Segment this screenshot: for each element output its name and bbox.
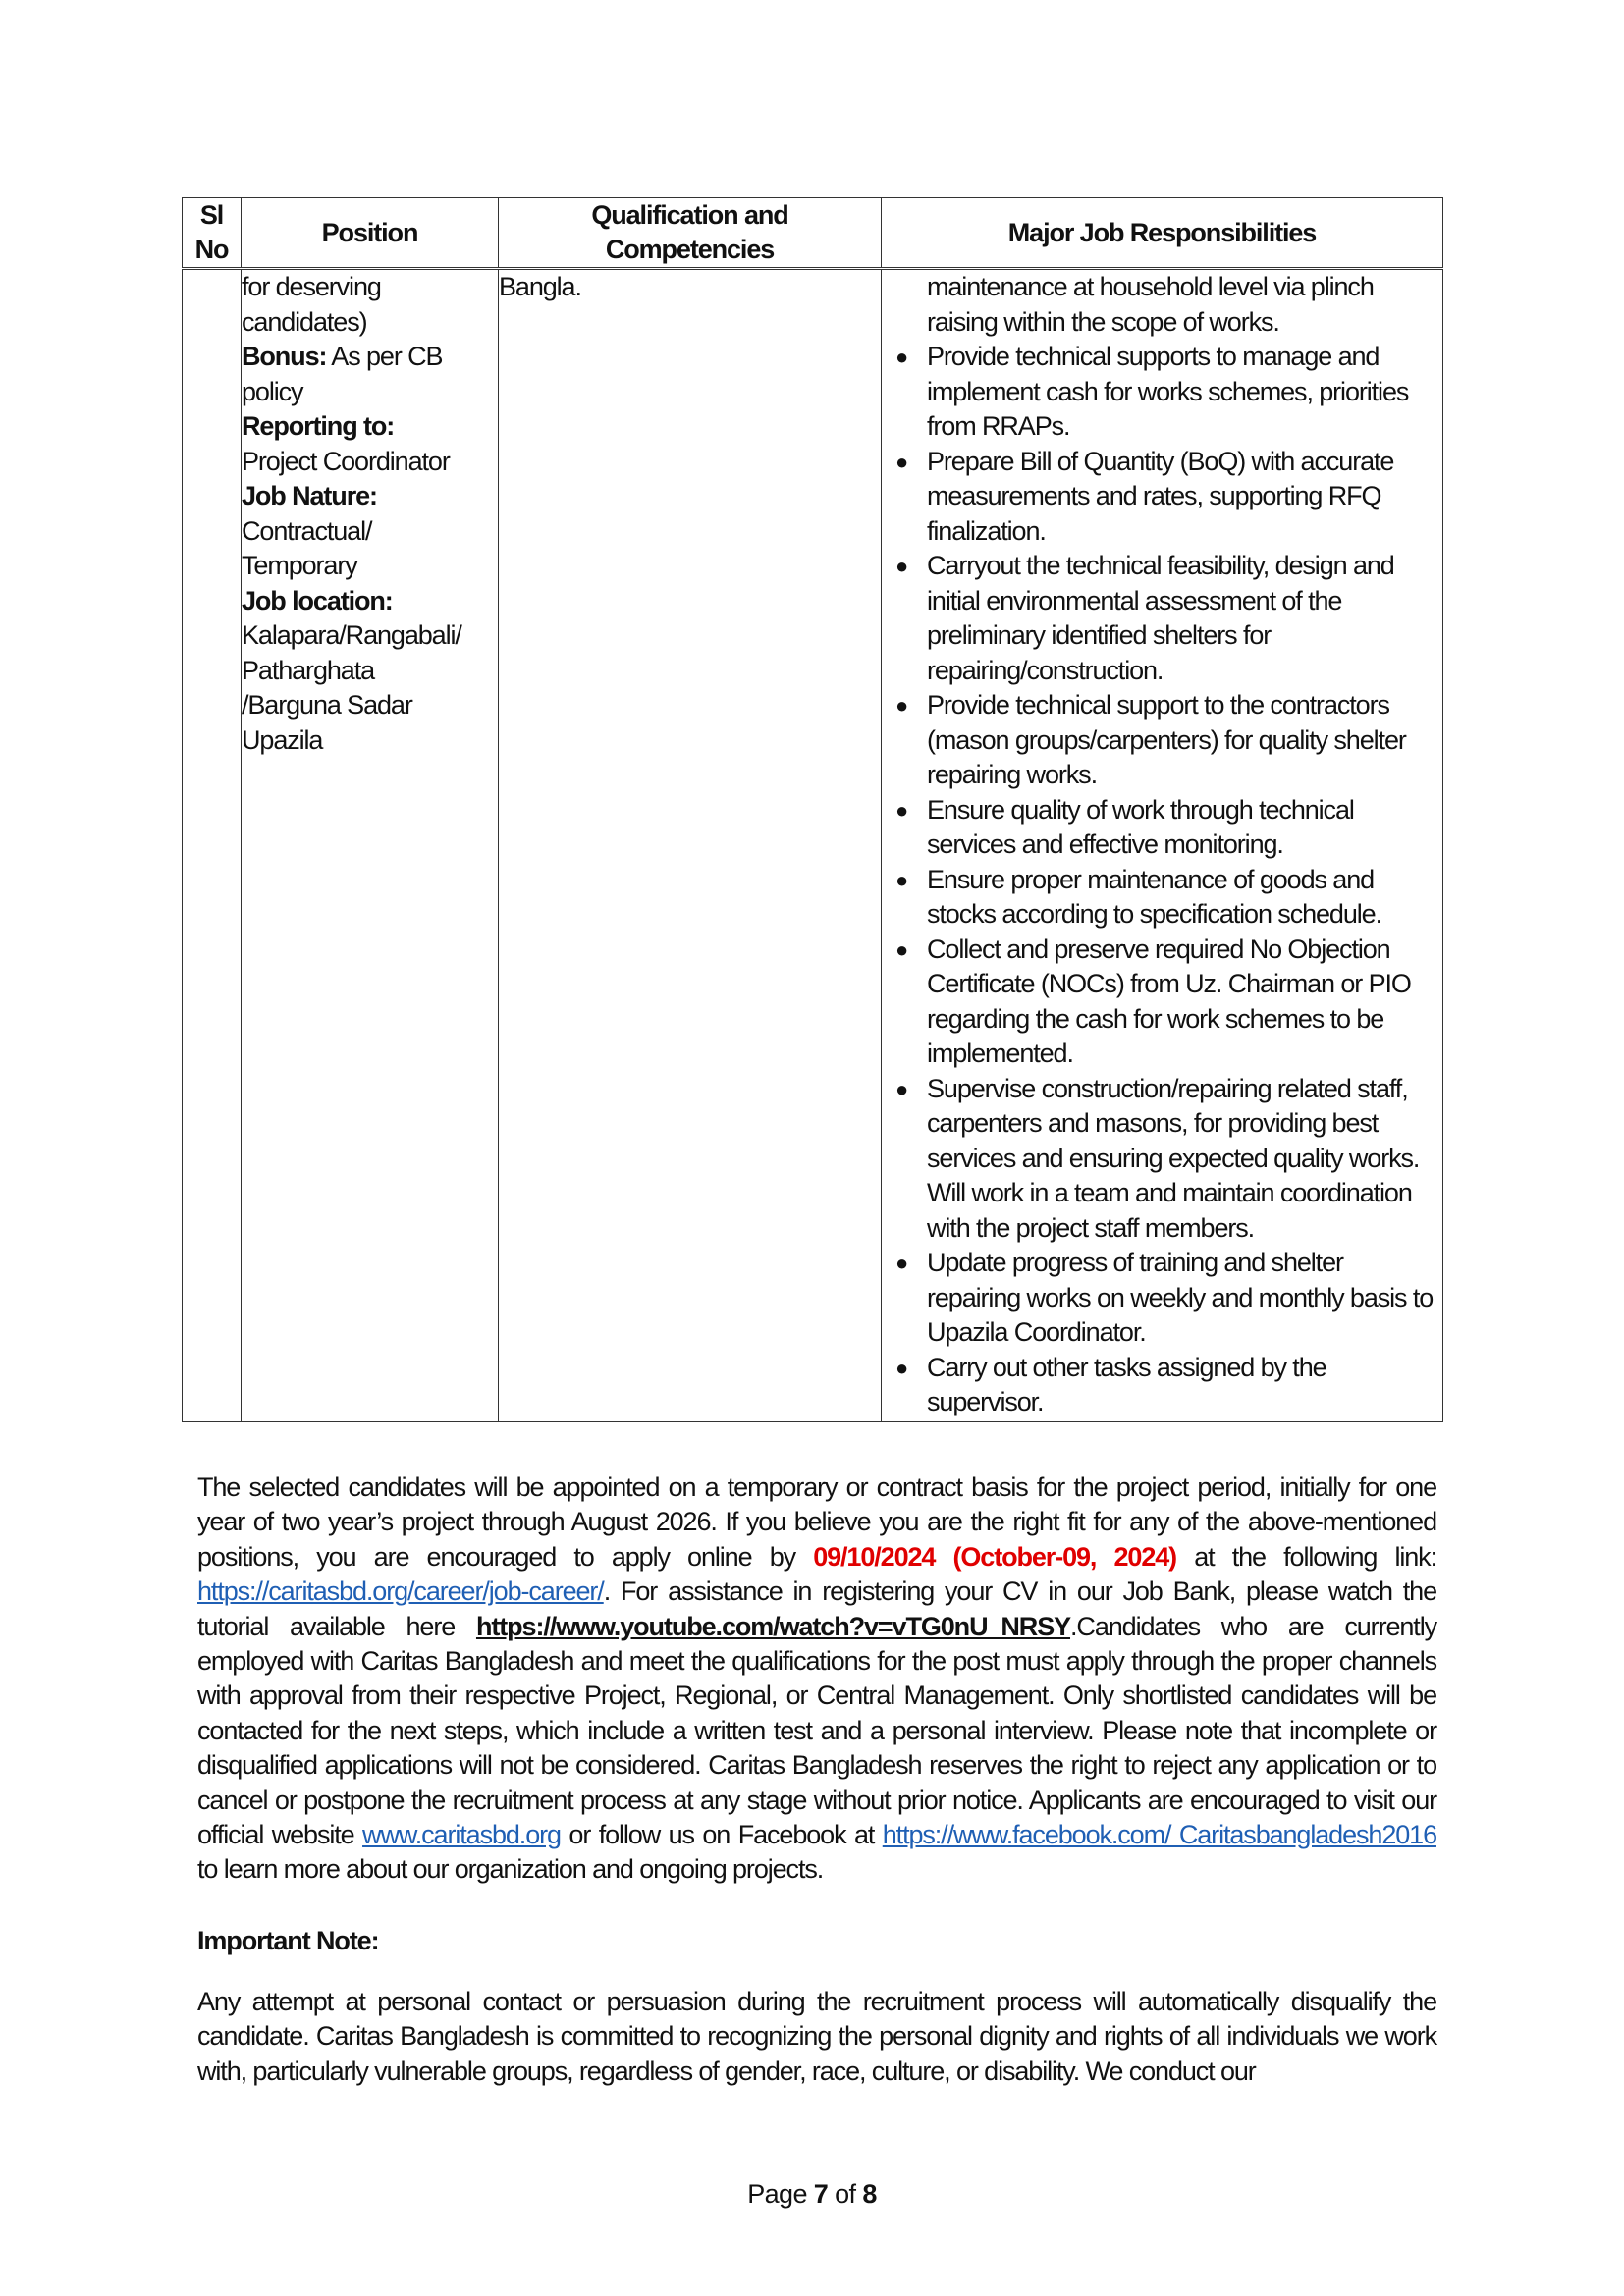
list-item: ● Collect and preserve required No Objection Certificate (NOCs) from Uz. Chairman or PIO regarding the cash for work schemes to be implemented. [895,934,1411,1068]
responsibility-continuation: maintenance at household level via plinch raising within the scope of works. [927,272,1374,337]
job-location-label: Job location: [242,585,393,615]
table-row [183,269,1443,1422]
important-note-text: Any attempt at personal contact or persuasion during the recruitment process will automatically disqualify the candidate. Caritas Bangladesh is committed to recognizing the personal dignity and rights of all individuals we work with, particularly vulnerable groups, regardless of gender, race, culture, or disability. We conduct our [197,1987,1436,2086]
total-pages: 8 [862,2179,877,2209]
website-link[interactable]: www.caritasbd.org [362,1820,561,1850]
header-qualification: Qualification and Competencies [499,198,882,269]
bullet-icon: ● [895,449,908,474]
responsibilities-list [882,340,1442,1420]
header-sl-no: Sl No [183,198,242,269]
bullet-icon: ● [895,1355,908,1380]
cell-position: for deserving candidates) Bonus: As per CB policy Reporting to: Project Coordinator Job Nature: Contractual/ Temporary Job location: Kalapara/Rangabali/ Patharghata /Barguna Sadar Upazila [242,269,499,1422]
page-number: Page 7 of 8 [747,2179,877,2209]
job-nature-label: Job Nature: [242,481,377,510]
bullet-icon: ● [895,797,908,823]
header-position: Position [242,198,499,269]
list-item: ● Carry out other tasks assigned by the supervisor. [895,1352,1326,1416]
list-item: ● Supervise construction/repairing related staff, carpenters and masons, for providing best services and ensuring expected quality works. Will work in a team and maintain coordination with the project staff members. [895,1073,1420,1243]
reporting-label: Reporting to: [242,411,395,441]
bullet-icon: ● [895,693,908,718]
application-paragraph: The selected candidates will be appointed on a temporary or contract basis for the project period, initially for one year of two year’s project through August 2026. If you believe you are the right fit for any of the above-mentioned positions, you are encouraged to apply online by 09/10/2024 (October-09, 2024) at the following link: https://caritasbd.org/career/job-career/. For assistance in registering your CV in our Job Bank, please watch the tutorial available here https://www.youtube.com/watch?v=vTG0nU_NRSY.Candidates who are currently employed with Caritas Bangladesh and meet the qualifications for the post must apply through the proper channels with approval from their respective Project, Regional, or Central Management. Only shortlisted candidates will be contacted for the next steps, which include a written test and a personal interview. Please note that incomplete or disqualified applications will not be considered. Caritas Bangladesh reserves the right to reject any application or to cancel or postpone the recruitment process at any stage without prior notice. Applicants are encouraged to visit our official website www.caritasbd.org or follow us on Facebook at https://www.facebook.com/ Caritasbangladesh2016 to learn more about our organization and ongoing projects. [197,1472,1436,1885]
bullet-icon: ● [895,867,908,892]
facebook-link[interactable]: https://www.facebook.com/ Caritasbangladesh2016 [882,1820,1436,1850]
cell-responsibilities [882,269,1443,1422]
bullet-icon: ● [895,936,908,962]
job-table [182,197,1443,1422]
reporting-value: Project Coordinator [242,446,450,476]
bullet-icon: ● [895,554,908,578]
table-header-row [183,198,1443,269]
current-page: 7 [813,2179,829,2209]
header-responsibilities: Major Job Responsibilities [882,198,1443,269]
list-item: ● Prepare Bill of Quantity (BoQ) with accurate measurements and rates, supporting RFQ finalization. [895,446,1394,546]
youtube-tutorial-link[interactable]: https://www.youtube.com/watch?v=vTG0nU_NRSY [475,1611,1071,1641]
deadline-date: 09/10/2024 (October-09, 2024) [813,1541,1177,1572]
list-item: ● Provide technical support to the contractors (mason groups/carpenters) for quality shelter repairing works. [895,690,1406,789]
list-item: ● Update progress of training and shelter repairing works on weekly and monthly basis to Upazila Coordinator. [895,1248,1434,1347]
list-item: ● Provide technical supports to manage and implement cash for works schemes, priorities from RRAPs. [895,342,1409,441]
bullet-icon: ● [895,345,908,369]
bullet-icon: ● [895,1251,908,1275]
important-note-heading: Important Note: [197,1926,379,1955]
cell-sl-no [183,269,242,1422]
bullet-icon: ● [895,1076,908,1101]
list-item: ● Ensure proper maintenance of goods and stocks according to specification schedule. [895,864,1381,929]
cell-qualification: Bangla. [499,269,882,1422]
bonus-field: Bonus: As per CB [242,342,443,371]
list-item: ● Carryout the technical feasibility, design and initial environmental assessment of the preliminary identified shelters for repairing/construction. [895,551,1394,685]
list-item: ● Ensure quality of work through technical services and effective monitoring. [895,794,1354,859]
career-link[interactable]: https://caritasbd.org/career/job-career/ [197,1576,604,1607]
